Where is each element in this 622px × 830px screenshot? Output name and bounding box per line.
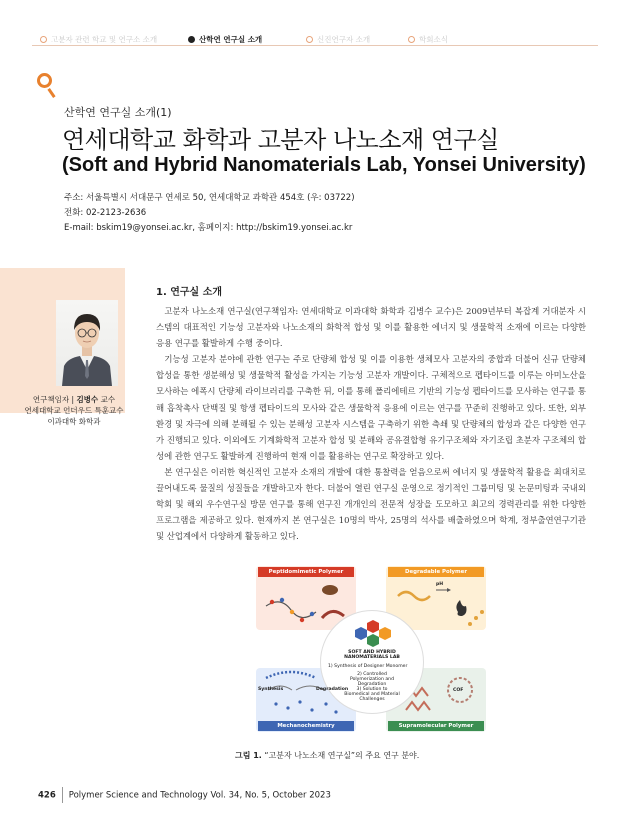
nav-item-lab-intro[interactable]: 산학연 연구실 소개 — [188, 34, 262, 45]
figure-label-synthesis: Synthesis — [258, 687, 284, 692]
affiliation-1: 연세대학교 언더우드 특훈교수 — [24, 406, 124, 415]
researcher-photo — [56, 300, 118, 386]
researcher-name: 김병수 — [76, 395, 99, 404]
page-title-korean: 연세대학교 화학과 고분자 나노소재 연구실 — [62, 126, 499, 154]
panel-label-degradable: Degradable Polymer — [388, 567, 484, 577]
figure-center-item: 1) Synthesis of Designer Monomer — [328, 664, 408, 669]
page-title-english: (Soft and Hybrid Nanomaterials Lab, Yonsei University) — [62, 154, 586, 176]
nav-divider — [32, 45, 598, 46]
panel-label-supramolecular: Supramolecular Polymer — [388, 721, 484, 731]
nav-item-schools[interactable]: 고분자 관련 학교 및 연구소 소개 — [40, 34, 157, 45]
contact-info — [64, 191, 355, 236]
portrait-illustration — [56, 300, 118, 386]
nav-dot-icon — [188, 36, 195, 43]
top-navigation — [0, 0, 622, 56]
phone: 전화: 02-2123-2636 — [64, 208, 147, 218]
section-body — [156, 303, 586, 544]
panel-label-peptidomimetic: Peptidomimetic Polymer — [258, 567, 354, 577]
figure-center-item: 2) Controlled Polymerization and Degradation — [349, 672, 394, 687]
figure-center-title: SOFT AND HYBRID NANOMATERIALS LAB — [344, 650, 400, 660]
footer-divider — [62, 787, 63, 803]
email-homepage: E-mail: bskim19@yonsei.ac.kr, 홈페이지: http://bskim19.yonsei.ac.kr — [64, 223, 353, 233]
affiliation-2: 이과대학 화학과 — [47, 417, 101, 426]
figure-label-degradation: Degradation — [316, 687, 349, 692]
section-logo-stem — [47, 88, 55, 98]
nav-dot-icon — [40, 36, 47, 43]
page-number: 426 — [38, 790, 56, 801]
paragraph: 본 연구실은 이러한 혁신적인 고분자 소재의 개발에 대한 통찰력을 얻음으로써 에너지 및 생물학적 활용을 최대치로 끌어내도록 물질의 성질들을 개발하고자 한다. 더불어 열린 연구실 운영으로 정기적인 그룹미팅 및 논문미팅과 국내외 학회 및 해외 우수연구실 방문 연구를 통해 연구진 개개인의 전문적 성장을 도모하고 최고의 경력관리를 위한 다양한 프로그램을 제공하고 있다. 현재까지 본 연구실은 10명의 박사, 25명의 석사를 배출하였으며 학계, 정부출연연구기관 및 산업계에서 다양하게 활동하고 있다. — [156, 466, 586, 542]
figure-label-cof: COF — [453, 688, 464, 693]
nav-item-society-news[interactable]: 학회소식 — [408, 34, 448, 45]
paragraph: 고분자 나노소재 연구실(연구책임자: 연세대학교 이과대학 화학과 김병수 교수)은 2009년부터 복잡계 거대분자 시스템의 대표적인 기능성 고분자와 나노소재의 화학적 합성 및 이를 활용한 에너지 및 생물학적 소재에 이르는 다양한 응용 연구를 활발하게 수행 중이다. — [156, 306, 586, 349]
nav-item-new-researchers[interactable]: 신진연구자 소개 — [306, 34, 370, 45]
page-footer — [38, 787, 331, 803]
panel-label-mechanochemistry: Mechanochemistry — [258, 721, 354, 731]
nav-dot-icon — [408, 36, 415, 43]
paragraph: 기능성 고분자 분야에 관한 연구는 주로 단량체 합성 및 이를 이용한 생체모사 고분자의 중합과 더불어 신규 단량체 합성을 통한 생분해성 및 생물학적 활성을 가지는 기능성 고분자 개발이다. 구체적으로 펩타이드를 이루는 아미노산을 모사하는 에폭시 단량체 라이브러리를 구축한 뒤, 이를 통해 폴리에테르 기반의 기능성 펩타이드를 모사하는 연구를 통해 흡착촉사 단백질 및 항생 펩타이드의 모사와 같은 생물학적 응용에 이르는 연구를 꾸준히 진행하고 있다. 또한, 외부 환경 및 자극에 의해 분해될 수 있는 분해성 고분자 시스템을 구축하기 위한 측쇄 및 단량체의 합성과 같은 다양한 연구가 진행되고 있다. 이외에도 기계화학적 고분자 합성 및 분해와 공유결합형 유기구조체와 자기조립 초분자 구조체의 합성에 관한 연구도 활발하게 진행하여 현재 이를 활용하는 연구로 확장하고 있다. — [156, 354, 586, 461]
researcher-caption: 연구책임자 | 김병수 교수 연세대학교 언더우드 특훈교수 이과대학 화학과 — [14, 394, 134, 427]
address: 주소: 서울특별시 서대문구 연세로 50, 연세대학교 과학관 454호 (우: 03722) — [64, 193, 355, 203]
nav-dot-icon — [306, 36, 313, 43]
figure-caption: 그림 1. “고분자 나노소재 연구실”의 주요 연구 분야. — [235, 751, 420, 760]
journal-info: Polymer Science and Technology Vol. 34, No. 5, October 2023 — [68, 790, 331, 801]
figure-center-item: 3) Solution to Biomedical and Material Challenges — [344, 687, 400, 702]
section-logo-icon — [37, 73, 52, 88]
section-heading: 1. 연구실 소개 — [156, 287, 223, 298]
series-label: 산학연 연구실 소개(1) — [64, 106, 172, 119]
research-areas-figure — [236, 566, 508, 732]
figure-label-ph: pH — [436, 582, 444, 587]
